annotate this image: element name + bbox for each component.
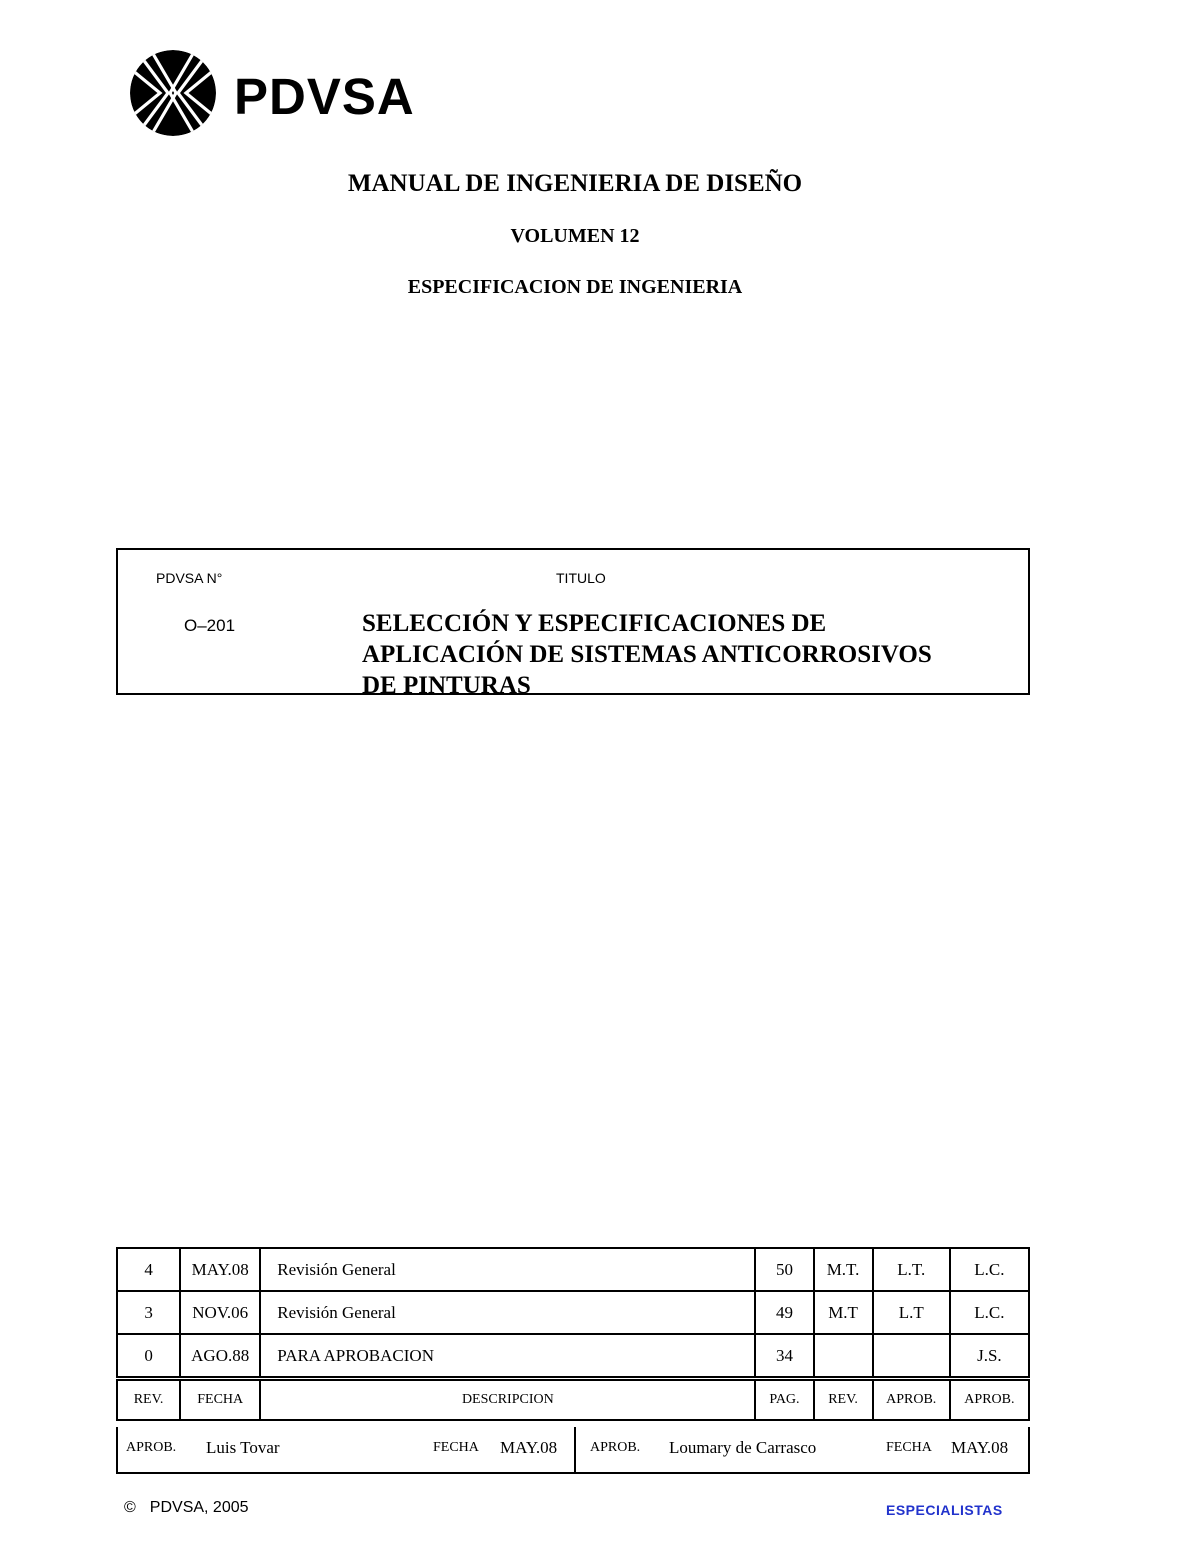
pag-cell: 50 [755,1248,813,1291]
document-title-box [116,548,1030,695]
fecha-cell: AGO.88 [180,1334,260,1379]
document-title-line: APLICACIÓN DE SISTEMAS ANTICORROSIVOS [362,641,932,668]
aprob-cell: L.C. [950,1291,1029,1334]
aprob-cell: J.S. [950,1334,1029,1379]
pdvsa-emblem-icon [128,50,218,136]
aprob-label: APROB. [126,1440,177,1455]
fecha-cell: MAY.08 [180,1248,260,1291]
table-row [117,1291,1029,1334]
document-title-line: SELECCIÓN Y ESPECIFICACIONES DE [362,610,827,637]
fecha-cell: NOV.06 [180,1291,260,1334]
column-header-aprob: APROB. [873,1379,950,1421]
table-row [117,1248,1029,1291]
logo-wordmark: PDVSA [234,68,415,125]
document-title-line: DE PINTURAS [362,672,531,695]
aprob-fecha: MAY.08 [500,1438,558,1457]
document-number: O–201 [184,616,236,635]
rev-by-cell: M.T. [814,1248,873,1291]
revision-table [116,1247,1030,1421]
copyright-text: PDVSA, 2005 [149,1499,249,1516]
table-row [117,1334,1029,1379]
especialistas-label: ESPECIALISTAS [886,1502,1003,1518]
rev-by-cell: M.T [814,1291,873,1334]
copyright-icon: © [124,1499,136,1516]
aprob-cell: L.T. [873,1248,950,1291]
rev-cell: 0 [117,1334,180,1379]
descripcion-cell: Revisión General [260,1248,755,1291]
column-header-rev: REV. [117,1379,180,1421]
fecha-label: FECHA [886,1440,932,1455]
descripcion-cell: PARA APROBACION [260,1334,755,1379]
rev-cell: 3 [117,1291,180,1334]
aprob-cell [873,1334,950,1379]
document-title-label: TITULO [556,570,606,586]
aprob-label: APROB. [590,1440,641,1455]
approval-row [116,1427,1030,1474]
document-number-label: PDVSA N° [156,570,223,586]
approval-right [576,1427,1028,1472]
aprob-cell: L.C. [950,1248,1029,1291]
column-header-aprob: APROB. [950,1379,1029,1421]
volume-title: VOLUMEN 12 [510,225,640,247]
fecha-label: FECHA [433,1440,479,1455]
column-header-rev-by: REV. [814,1379,873,1421]
aprob-name: Luis Tovar [206,1438,280,1457]
descripcion-cell: Revisión General [260,1291,755,1334]
manual-title: MANUAL DE INGENIERIA DE DISEÑO [347,170,803,197]
rev-cell: 4 [117,1248,180,1291]
approval-left [118,1427,576,1472]
column-header-descripcion: DESCRIPCION [260,1379,755,1421]
document-title [362,608,1012,695]
spec-title: ESPECIFICACION DE INGENIERIA [407,276,743,298]
table-header-row [117,1379,1029,1421]
pag-cell: 49 [755,1291,813,1334]
copyright [124,1499,249,1517]
aprob-name: Loumary de Carrasco [669,1438,817,1457]
rev-by-cell [814,1334,873,1379]
pag-cell: 34 [755,1334,813,1379]
column-header-pag: PAG. [755,1379,813,1421]
column-header-fecha: FECHA [180,1379,260,1421]
aprob-fecha: MAY.08 [951,1438,1009,1457]
aprob-cell: L.T [873,1291,950,1334]
